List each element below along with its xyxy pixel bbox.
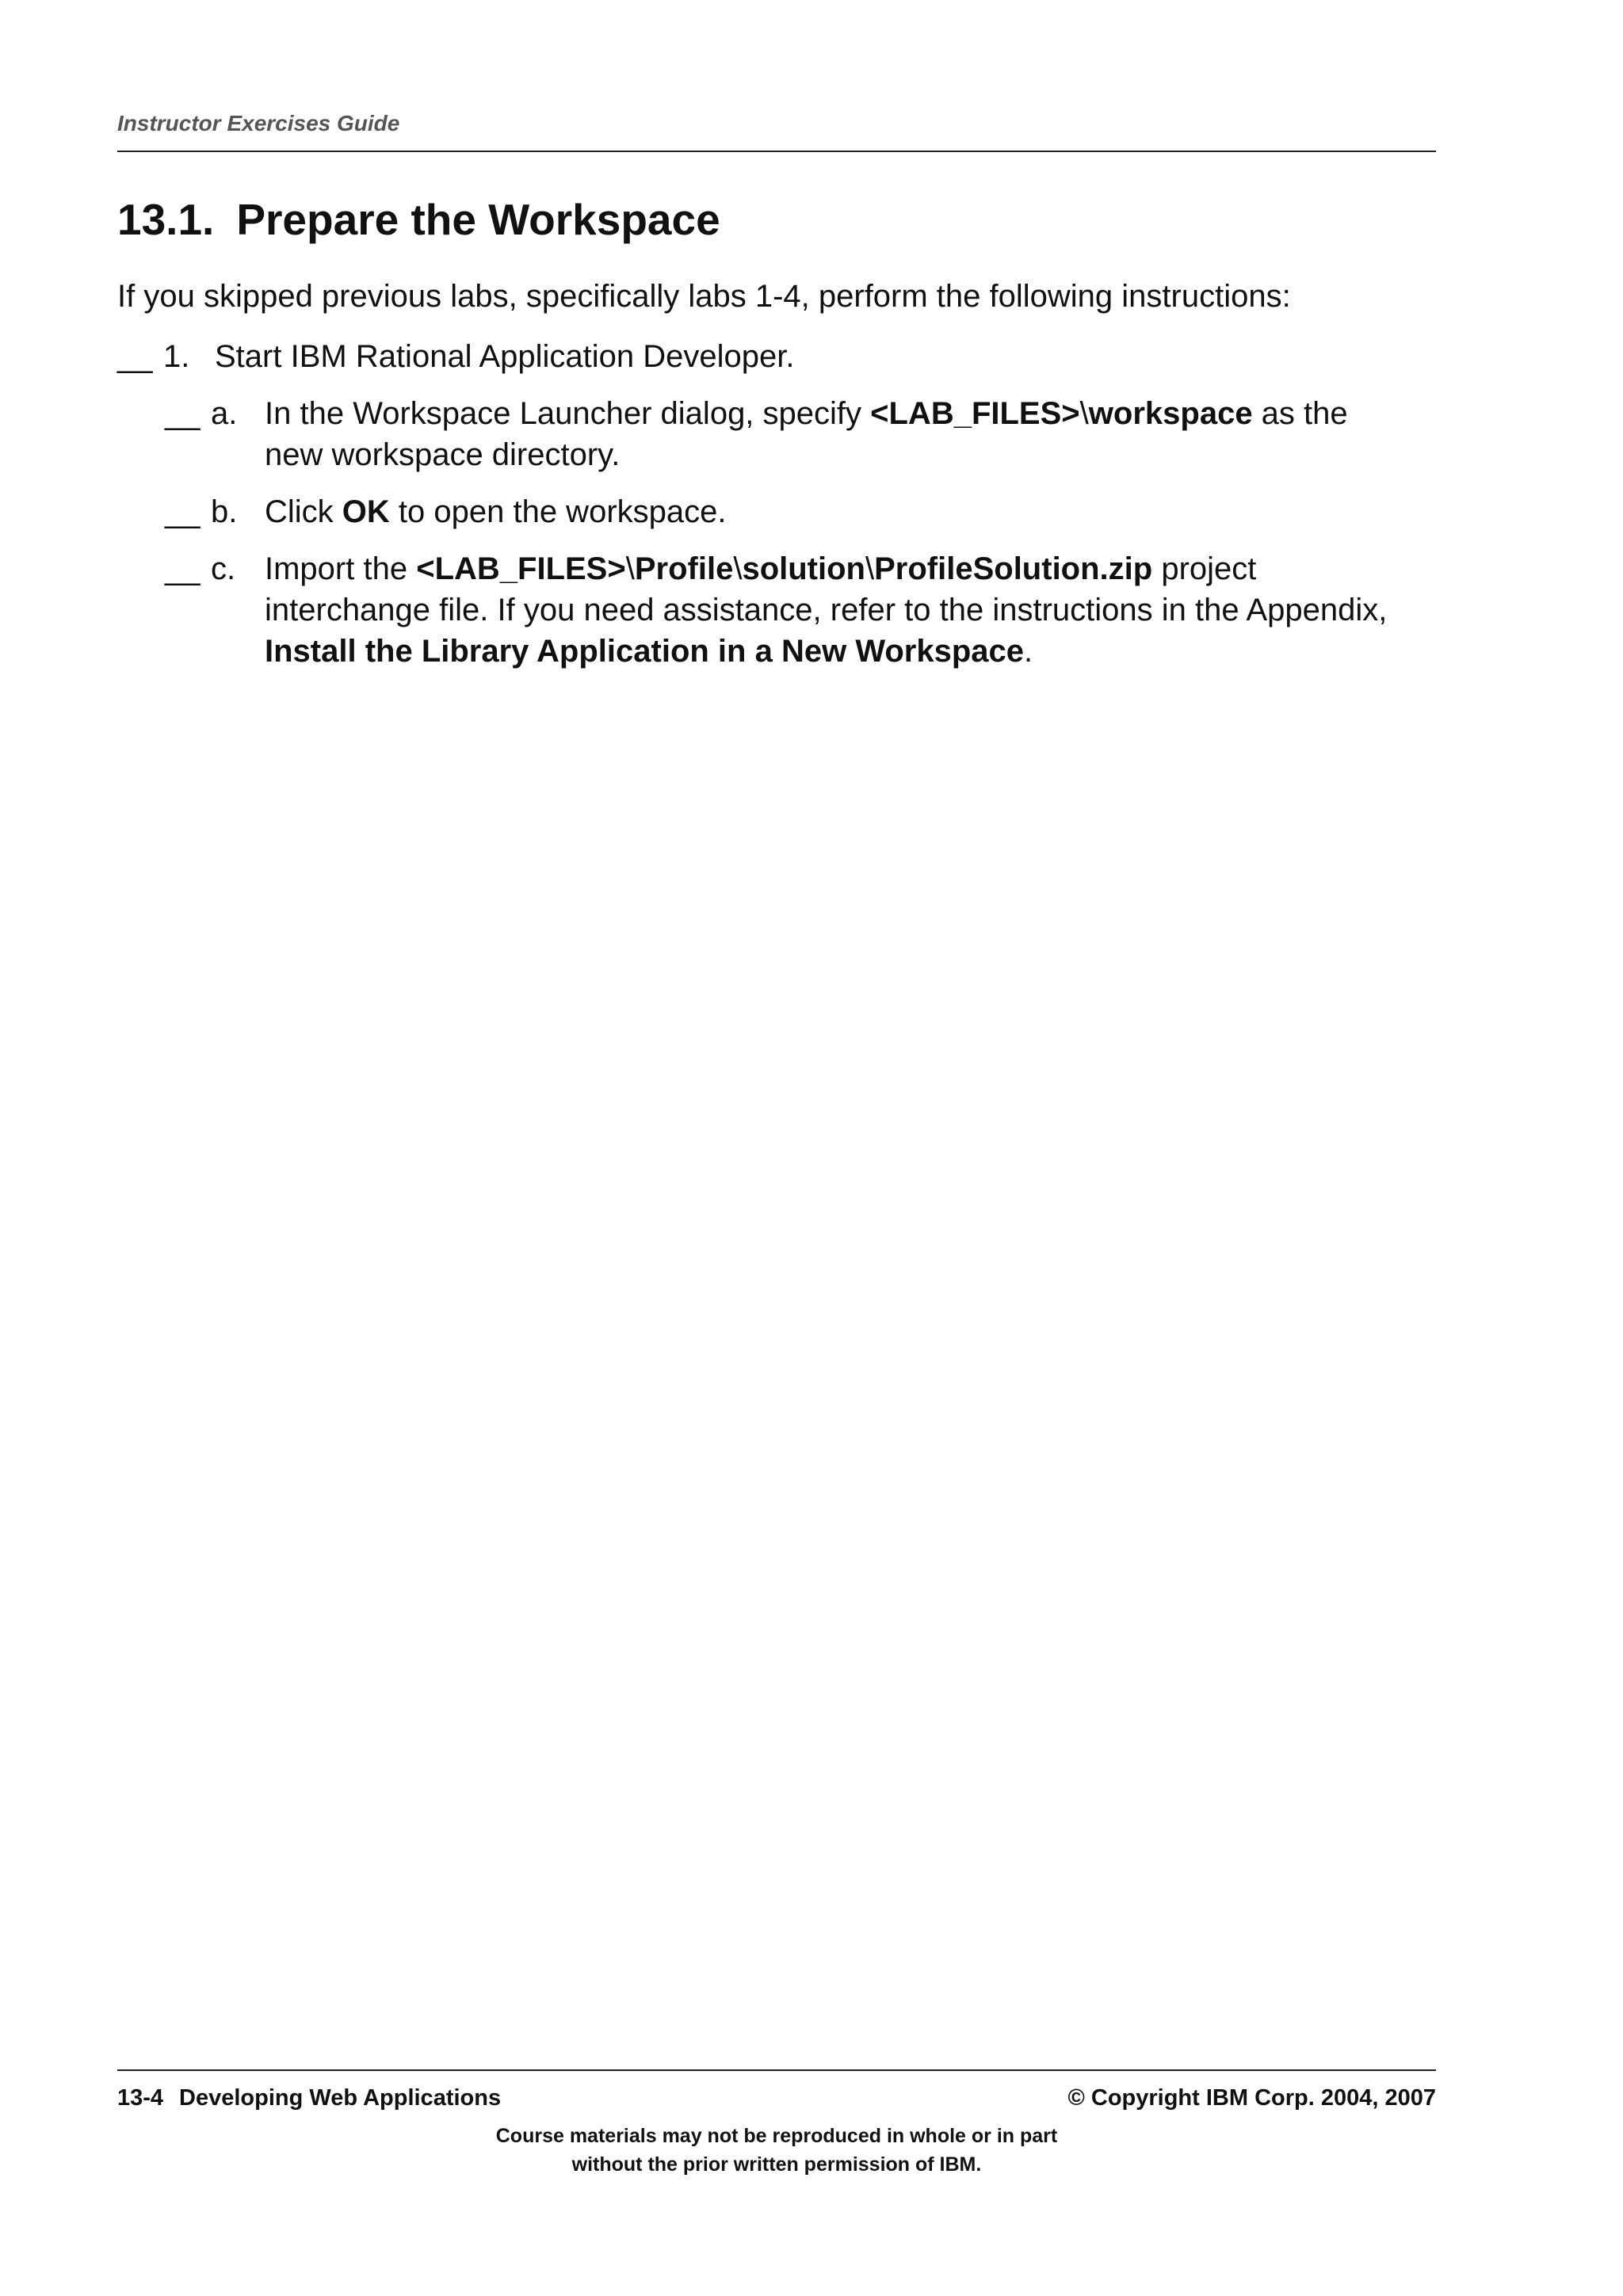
text-run: \ xyxy=(865,551,875,586)
substep-a xyxy=(165,393,1449,475)
zip-filename: ProfileSolution.zip xyxy=(874,551,1153,586)
copyright: © Copyright IBM Corp. 2004, 2007 xyxy=(1067,2085,1436,2111)
solution-folder: solution xyxy=(742,551,865,586)
text-run: Click xyxy=(265,494,342,529)
workspace-folder: workspace xyxy=(1088,396,1253,431)
intro-paragraph: If you skipped previous labs, specifically labs 1-4, perform the following instructions: xyxy=(117,279,1291,314)
text-run: In the Workspace Launcher dialog, specify xyxy=(265,396,871,431)
substep-b xyxy=(165,491,1449,532)
step-checkbox-blank: __ xyxy=(165,551,200,586)
section-heading xyxy=(117,194,720,245)
footer-course xyxy=(117,2085,501,2111)
step-1 xyxy=(117,336,1449,377)
lab-files-path: <LAB_FILES> xyxy=(416,551,626,586)
text-run: as the xyxy=(1252,396,1348,431)
text-run: interchange file. If you need assistance, refer to the instructions in the Appendix, xyxy=(265,593,1388,627)
ok-label: OK xyxy=(342,494,390,529)
text-run: \ xyxy=(625,551,635,586)
substep-text xyxy=(265,548,1445,672)
text-run: . xyxy=(1024,634,1033,669)
substep-marker: c. xyxy=(211,551,236,586)
header-divider xyxy=(117,151,1436,152)
step-number: 1. xyxy=(163,339,190,374)
substep-marker: a. xyxy=(211,396,238,431)
text-run: to open the workspace. xyxy=(389,494,727,529)
header-title: Instructor Exercises Guide xyxy=(117,111,400,135)
footer-divider xyxy=(117,2069,1436,2071)
footer-notice-line-1: Course materials may not be reproduced in whole or in part xyxy=(495,2125,1058,2147)
text-run: new workspace directory. xyxy=(265,437,621,472)
section-title: Prepare the Workspace xyxy=(236,195,720,244)
appendix-reference: Install the Library Application in a New Workspace xyxy=(265,634,1025,669)
text-run: \ xyxy=(733,551,743,586)
profile-folder: Profile xyxy=(634,551,734,586)
step-checkbox-blank: __ xyxy=(165,396,200,431)
text-run: project xyxy=(1152,551,1257,586)
page-number: 13-4 xyxy=(117,2085,164,2111)
text-run: \ xyxy=(1079,396,1089,431)
substep-c xyxy=(165,548,1449,672)
step-checkbox-blank: __ xyxy=(117,339,153,374)
footer-notice-line-2: without the prior written permission of IBM. xyxy=(571,2153,982,2176)
section-number: 13.1. xyxy=(117,195,215,244)
substep-text xyxy=(265,491,727,532)
substep-text xyxy=(265,393,1445,475)
step-checkbox-blank: __ xyxy=(165,494,200,529)
step-text: Start IBM Rational Application Developer. xyxy=(215,339,795,374)
substep-marker: b. xyxy=(211,494,238,529)
lab-files-path: <LAB_FILES> xyxy=(870,396,1080,431)
text-run: Import the xyxy=(265,551,417,586)
course-title: Developing Web Applications xyxy=(179,2085,502,2111)
